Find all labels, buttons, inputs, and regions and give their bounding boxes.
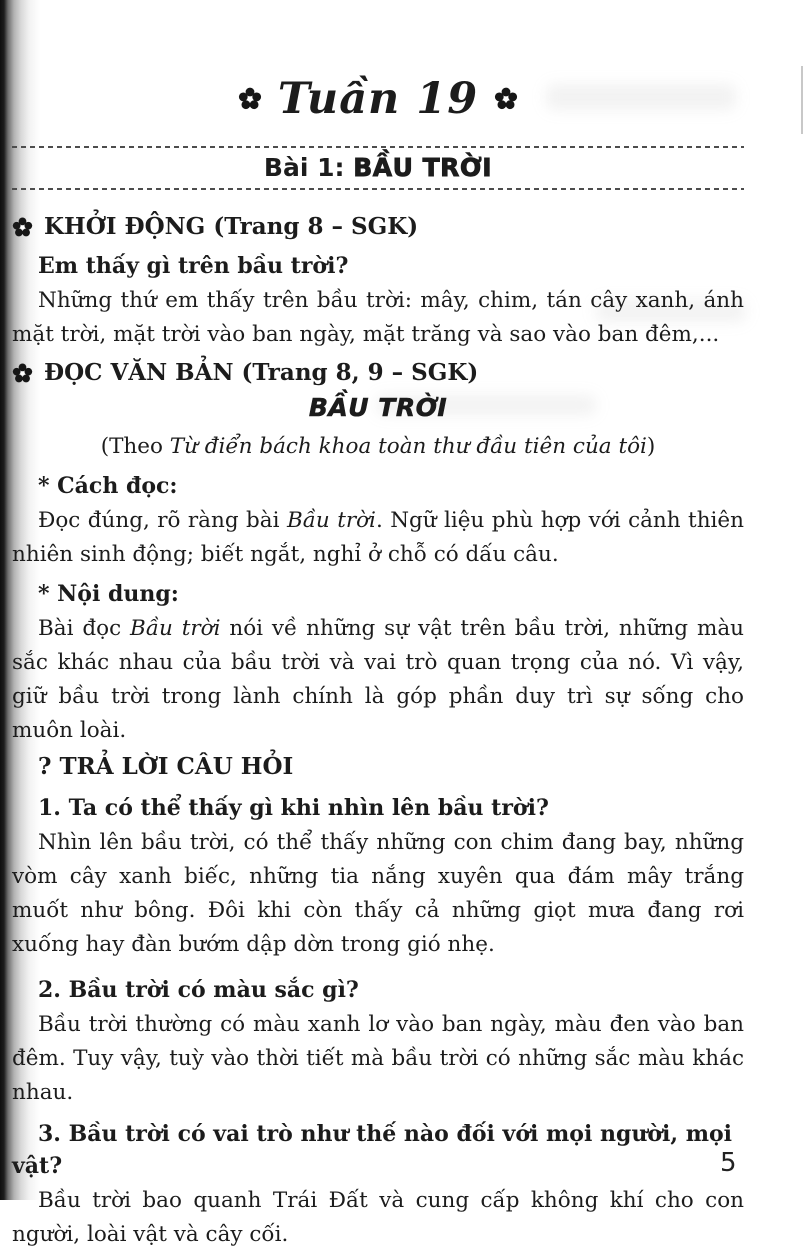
source-open: (Theo [100, 434, 170, 459]
source-book-title: Từ điển bách khoa toàn thư đầu tiên của tôi [169, 434, 647, 459]
reading-title-inline: Bầu trời [130, 616, 221, 641]
noi-dung-paragraph [12, 612, 744, 748]
florette-icon [12, 363, 33, 384]
lesson-title-band [12, 146, 744, 190]
section-heading-text: KHỞI ĐỘNG (Trang 8 – SGK) [44, 213, 419, 240]
khoi-dong-question: Em thấy gì trên bầu trời? [38, 253, 349, 279]
florette-icon [12, 217, 33, 238]
week-header [12, 72, 744, 126]
florette-icon [494, 87, 518, 111]
dashed-rule-bottom [12, 188, 744, 190]
question-2: 2. Bầu trời có màu sắc gì? [38, 977, 359, 1003]
lesson-title [12, 148, 744, 188]
section-heading-text: ĐỌC VĂN BẢN (Trang 8, 9 – SGK) [44, 359, 479, 386]
source-close: ) [646, 434, 656, 459]
answer-1: Nhìn lên bầu trời, có thể thấy những con chim đang bay, những vòm cây xanh biếc, những tia nắng xuyên qua đám mây trắng muốt như bông. Đôi khi còn thấy cả những giọt mưa đang rơi xuống hay đàn bướm dập dờn trong gió nhẹ. [12, 830, 744, 957]
lesson-name: BẦU TRỜI [353, 153, 493, 182]
paragraph-text: . Ngữ liệu phù hợp với cảnh thiên nhiên sinh động; biết ngắt, nghỉ ở chỗ có dấu câu. [12, 508, 744, 567]
section-heading-doc-van-ban [12, 358, 744, 388]
reading-text-title: BẦU TRỜI [308, 393, 448, 422]
khoi-dong-answer: Những thứ em thấy trên bầu trời: mây, chim, tán cây xanh, ánh mặt trời, mặt trời vào ban ngày, mặt trăng và sao vào ban đêm,... [12, 288, 744, 347]
florette-icon [238, 87, 262, 111]
reading-source-line [12, 432, 744, 462]
question-1: 1. Ta có thể thấy gì khi nhìn lên bầu trời? [38, 795, 549, 821]
paragraph-text: Bài đọc [38, 616, 131, 641]
paragraph-text: nói về những sự vật trên bầu trời, những màu sắc khác nhau của bầu trời và vai trò quan trọng của nó. Vì vậy, giữ bầu trời trong lành chính là góp phần duy trì sự sống cho muôn loài. [12, 616, 744, 743]
page-number: 5 [720, 1148, 737, 1178]
question-3: 3. Bầu trời có vai trò như thế nào đối với mọi người, mọi vật? [12, 1121, 733, 1179]
page-right-scan-line [801, 66, 803, 134]
page-content [12, 0, 744, 1252]
paragraph-text: Đọc đúng, rõ ràng bài [38, 508, 287, 533]
noi-dung-label: * Nội dung: [38, 581, 179, 607]
answer-2: Bầu trời thường có màu xanh lơ vào ban ngày, màu đen vào ban đêm. Tuy vậy, tuỳ vào thời tiết mà bầu trời có những sắc màu khác nhau. [12, 1012, 744, 1105]
section-heading-khoi-dong [12, 212, 744, 242]
lesson-number: Bài 1: [263, 153, 354, 182]
answer-3: Bầu trời bao quanh Trái Đất và cung cấp không khí cho con người, loài vật và cây cối. [12, 1188, 744, 1247]
section-heading-tra-loi: ? TRẢ LỜI CÂU HỎI [38, 753, 294, 780]
reading-title-inline: Bầu trời [286, 508, 376, 533]
cach-doc-paragraph [12, 504, 744, 572]
week-label: Tuần 19 [277, 74, 479, 124]
cach-doc-label: * Cách đọc: [38, 473, 178, 499]
